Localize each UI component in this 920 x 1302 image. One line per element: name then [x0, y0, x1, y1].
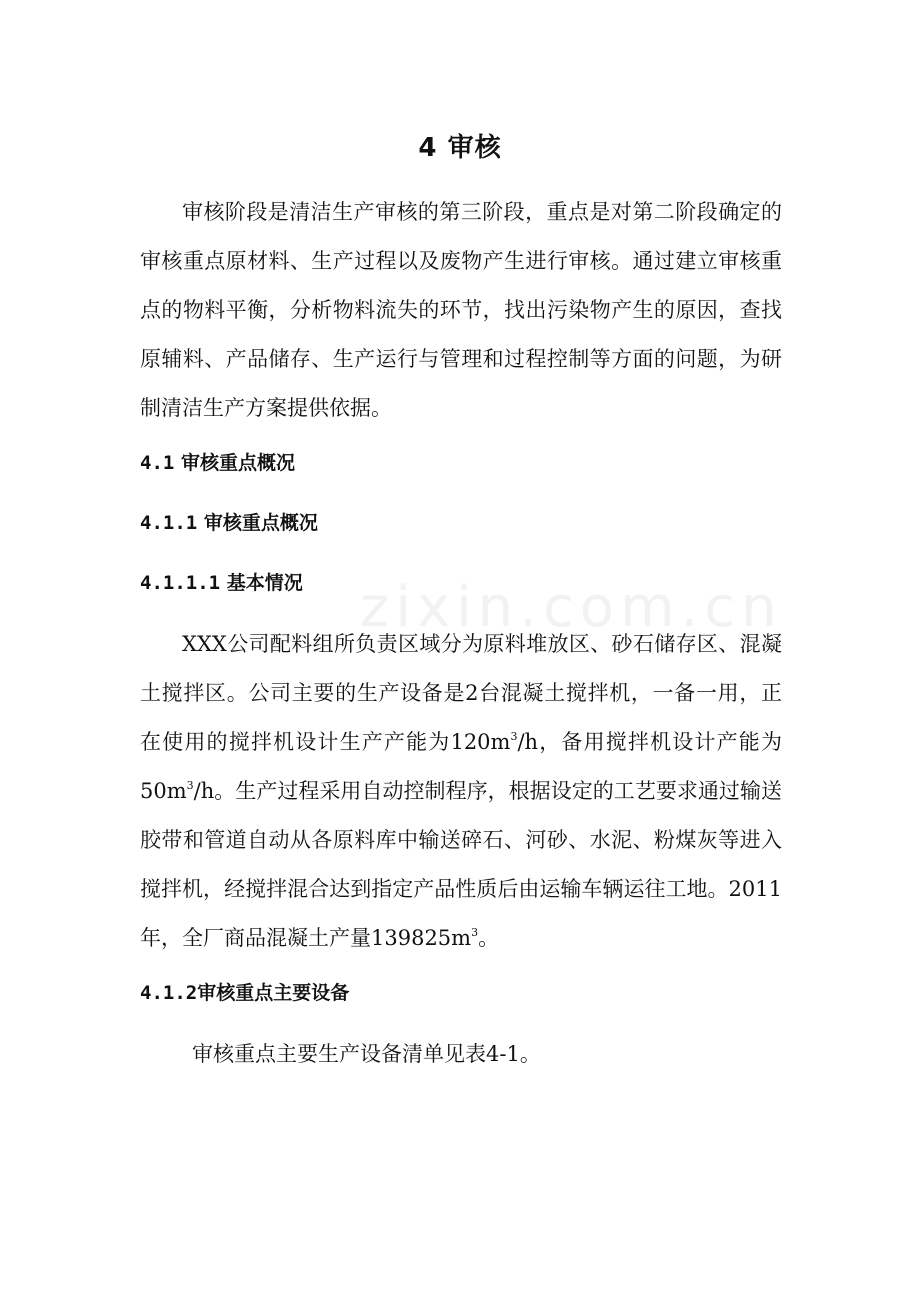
heading-text: 审核重点主要设备	[197, 982, 350, 1004]
basic-text-2: /h，备用搅拌机设计产能为50m	[140, 730, 782, 803]
heading-4-1	[140, 448, 782, 478]
basic-text-4: 。	[478, 926, 500, 950]
heading-4-1-1-1	[140, 568, 782, 598]
heading-text: 基本情况	[226, 572, 303, 594]
section-title: 4 审核	[418, 133, 502, 163]
watermark: zixin.com.cn	[360, 575, 783, 640]
heading-number: 4.1.1	[140, 512, 198, 534]
heading-number: 4.1.2	[140, 982, 198, 1004]
basic-text-1: XXX公司配料组所负责区域分为原料堆放区、砂石储存区、混凝土搅拌区。公司主要的生产设备是2台混凝土搅拌机，一备一用，正在使用的搅拌机设计生产产能为120m	[140, 632, 782, 754]
heading-number: 4.1	[140, 452, 175, 474]
superscript-3: 3	[471, 926, 479, 939]
basic-text-3: /h。生产过程采用自动控制程序，根据设定的工艺要求通过输送胶带和管道自动从各原料库中输送碎石、河砂、水泥、粉煤灰等进入搅拌机，经搅拌混合达到指定产品性质后由运输车辆运往工地。2011年，全厂商品混凝土产量139825m	[140, 779, 782, 950]
heading-text: 审核重点概况	[180, 452, 295, 474]
equipment-paragraph: 审核重点主要生产设备清单见表4-1。	[192, 1042, 541, 1066]
basic-info-paragraph	[140, 620, 782, 963]
intro-paragraph: 审核阶段是清洁生产审核的第三阶段，重点是对第二阶段确定的审核重点原材料、生产过程以及废物产生进行审核。通过建立审核重点的物料平衡，分析物料流失的环节，找出污染物产生的原因，查找原辅料、产品储存、生产运行与管理和过程控制等方面的问题，为研制清洁生产方案提供依据。	[140, 200, 782, 420]
heading-4-1-1	[140, 508, 782, 538]
superscript-3: 3	[510, 730, 518, 743]
heading-text: 审核重点概况	[203, 512, 318, 534]
heading-4-1-2	[140, 978, 782, 1008]
superscript-3: 3	[186, 779, 194, 792]
heading-number: 4.1.1.1	[140, 572, 221, 594]
